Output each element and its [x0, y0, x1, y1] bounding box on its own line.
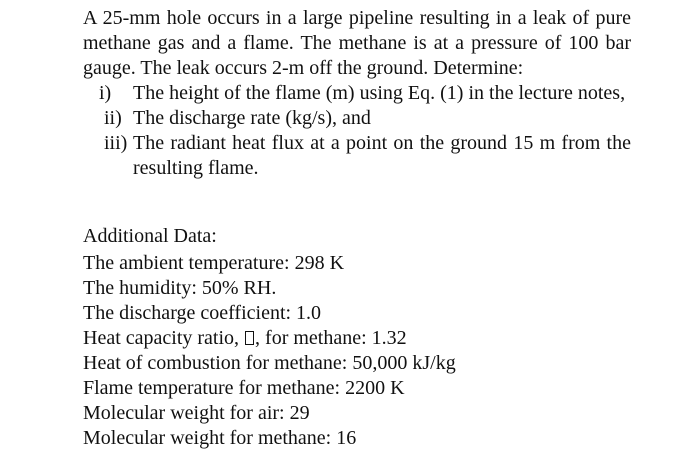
additional-data-title: Additional Data: — [83, 225, 217, 247]
problem-intro: A 25-mm hole occurs in a large pipeline resulting in a leak of pure methane gas and a flame. The methane is at a pressure of 100 bar gauge. The leak occurs 2-m off the ground. Determine: — [83, 7, 631, 79]
question-item — [83, 81, 631, 106]
heat-capacity-ratio-value: , for methane: 1.32 — [255, 327, 407, 349]
question-number: ii) — [104, 107, 122, 129]
question-number: iii) — [104, 132, 128, 154]
question-text: The radiant heat flux at a point on the ground 15 m from the resulting flame. — [133, 132, 631, 179]
data-line-heat-capacity-ratio — [83, 326, 643, 351]
missing-glyph-icon — [245, 331, 254, 345]
data-line-discharge-coefficient: The discharge coefficient: 1.0 — [83, 302, 322, 324]
question-text: The height of the flame (m) using Eq. (1) in the lecture notes, — [133, 82, 626, 104]
question-text: The discharge rate (kg/s), and — [133, 107, 371, 129]
data-line-molecular-weight-air: Molecular weight for air: 29 — [83, 402, 310, 424]
heat-capacity-ratio-label: Heat capacity ratio, — [83, 327, 245, 349]
data-line-ambient-temperature: The ambient temperature: 298 K — [83, 252, 345, 274]
problem-statement — [83, 6, 631, 181]
question-list — [83, 81, 631, 181]
question-item — [83, 106, 631, 131]
data-line-heat-of-combustion: Heat of combustion for methane: 50,000 kJ/kg — [83, 352, 456, 374]
additional-data — [83, 224, 643, 451]
data-line-humidity: The humidity: 50% RH. — [83, 277, 277, 299]
question-number: i) — [99, 82, 112, 104]
data-line-molecular-weight-methane: Molecular weight for methane: 16 — [83, 427, 357, 449]
question-item — [83, 131, 631, 181]
data-line-flame-temperature: Flame temperature for methane: 2200 K — [83, 377, 405, 399]
